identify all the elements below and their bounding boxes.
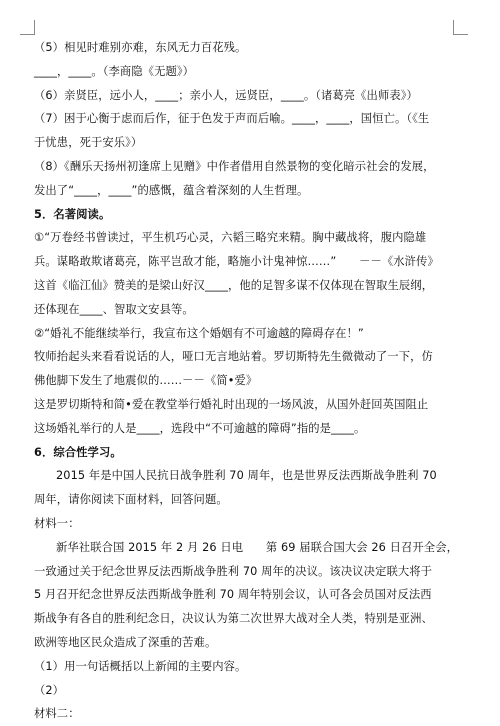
text-line: 这是罗切斯特和简•爱在教堂举行婚礼时出现的一场风波，从国外赶回英国阻止	[34, 397, 429, 411]
text-line: 材料二：	[34, 707, 80, 721]
text-line: 发出了“____，____”的感慨，蕴含着深刻的人生哲理。	[34, 183, 309, 197]
text-line: ____，____。（李商隐《无题》）	[34, 64, 195, 78]
text-line: 这场婚礼举行的人是____，选段中“不可逾越的障碍”指的是____。	[34, 421, 366, 435]
text-line: ①“万卷经书曾读过，平生机巧心灵，六韬三略究来精。胸中藏战将，腹内隐雄	[34, 231, 427, 245]
text-line: （8）《酬乐天扬州初逢席上见赠》中作者借用自然景物的变化暗示社会的发展，	[34, 159, 435, 173]
text-line: 2015 年是中国人民抗日战争胜利 70 周年，也是世界反法西斯战争胜利 70	[56, 469, 437, 483]
text-line: 牧师抬起头来看看说话的人，哑口无言地站着。罗切斯特先生微微动了一下，仿	[34, 350, 433, 364]
text-line: 兵。谋略敢欺诸葛亮，陈平岂敌才能，略施小计鬼神惊……” －－《水浒传》	[34, 255, 439, 269]
text-line: 周年，请你阅读下面材料，回答问题。	[34, 493, 228, 507]
text-line: （7）困于心衡于虑而后作，征于色发于声而后喻。____，____，国恒亡。（《生	[34, 112, 430, 126]
text-line: 还体现在____、智取文安县等。	[34, 302, 194, 316]
text-line: 5 月召开纪念世界反法西斯战争胜利 70 周年特别会议，认可各会员国对反法西	[34, 588, 432, 602]
text-line: 材料一：	[34, 516, 80, 530]
text-line: 佛他脚下发生了地震似的……－－《简•爱》	[34, 374, 258, 388]
text-line: 5．名著阅读。	[34, 207, 111, 221]
text-line: （6）亲贤臣，远小人，____；亲小人，远贤臣，____。（诸葛亮《出师表》）	[34, 88, 418, 102]
text-line: 欧洲等地区民众造成了深重的苦难。	[34, 635, 217, 649]
document-body	[34, 36, 466, 726]
text-line: （1）用一句话概括以上新闻的主要内容。	[34, 659, 247, 673]
text-line: ②“婚礼不能继续举行，我宣布这个婚姻有不可逾越的障碍存在！”	[34, 326, 364, 340]
crop-mark-top-left	[20, 20, 35, 35]
text-line: 新华社联合国 2015 年 2 月 26 日电 第 69 届联合国大会 26 日召开全会，	[56, 540, 458, 554]
text-line: 一致通过关于纪念世界反法西斯战争胜利 70 周年的决议。该决议决定联大将于	[34, 564, 433, 578]
text-line: 这首《临江仙》赞美的是梁山好汉____，他的足智多谋不仅体现在智取生辰纲，	[34, 278, 434, 292]
text-line: （5）相见时难别亦难，东风无力百花残。	[34, 41, 247, 54]
crop-mark-top-right	[453, 20, 468, 35]
text-line: 于忧患，死于安乐》）	[34, 136, 143, 150]
text-line: 6．综合性学习。	[34, 445, 122, 459]
text-line: （2）	[34, 683, 65, 697]
text-line: 斯战争有各自的胜利纪念日，决议认为第二次世界大战对全人类，特别是亚洲、	[34, 612, 433, 626]
